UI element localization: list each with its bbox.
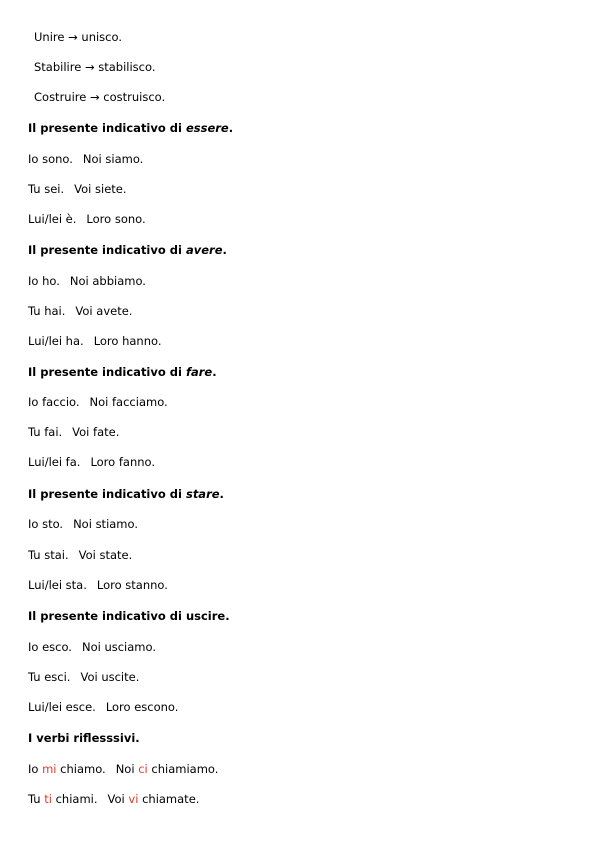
conjugation-row [28,152,143,166]
reflexive-pronoun: ti [44,792,52,806]
heading-text: Il presente indicativo di [28,121,186,135]
plural-form: Noi abbiamo. [69,274,146,288]
conjugation-row [28,517,138,531]
verb: chiamiamo. [151,762,219,776]
heading-text: Il presente indicativo di [28,487,186,501]
verb: chiami. [55,792,98,806]
infinitive: Stabilire [34,60,82,74]
singular-form: Io faccio. [28,395,80,409]
singular-form: Tu sei. [28,182,65,196]
plural-form: Loro stanno. [96,578,168,592]
singular-form: Io sto. [28,517,64,531]
heading-verb: stare [185,487,220,501]
plural-form: Loro hanno. [93,334,162,348]
conjugation-row [28,334,162,348]
singular-form: Tu esci. [28,670,71,684]
plural-form: Voi siete. [74,182,127,196]
reflexive-row [28,792,199,806]
heading-punctuation: . [222,243,227,257]
conjugation-row [28,182,127,196]
section-heading-reflexive: I verbi riflesssivi. [28,731,140,745]
plural-form: Loro escono. [105,700,179,714]
heading-punctuation: . [219,487,224,501]
conjugation-row [28,455,155,469]
heading-verb: essere [185,121,229,135]
section-heading-fare [28,365,217,379]
plural-form: Loro sono. [86,212,146,226]
conjugation-row [28,274,146,288]
heading-text: Il presente indicativo di [28,243,186,257]
plural-form: Loro fanno. [90,455,156,469]
singular-form: Io sono. [28,152,73,166]
section-heading-avere [28,243,227,257]
subject: Tu [28,792,41,806]
heading-verb: fare [185,365,213,379]
singular-form: Lui/lei fa. [28,455,81,469]
reflexive-pronoun: mi [42,762,57,776]
conjugation-row [28,700,178,714]
verb: chiamate. [142,792,200,806]
subject: Io [28,762,39,776]
heading-verb: avere [185,243,223,257]
infinitive: Costruire [34,90,87,104]
derivation-line [34,30,122,44]
reflexive-pronoun: vi [128,792,139,806]
arrow-icon: → [84,60,95,74]
singular-form: Lui/lei è. [28,212,77,226]
conjugation-row [28,212,146,226]
conjugated-form: stabilisco. [98,60,156,74]
heading-punctuation: . [212,365,217,379]
section-heading-essere [28,121,233,135]
derivation-line [34,90,165,104]
reflexive-row [28,762,218,776]
conjugation-row [28,548,132,562]
derivation-line [34,60,156,74]
section-heading-stare [28,487,224,501]
arrow-icon: → [90,90,100,104]
reflexive-pronoun: ci [138,762,148,776]
section-heading-uscire: Il presente indicativo di uscire. [28,609,230,623]
singular-form: Lui/lei ha. [28,334,84,348]
plural-form: Voi state. [78,548,133,562]
subject: Noi [115,762,135,776]
conjugation-row [28,640,156,654]
conjugation-row [28,578,168,592]
plural-form: Voi uscite. [80,670,140,684]
singular-form: Tu hai. [28,304,66,318]
verb: chiamo. [60,762,106,776]
arrow-icon: → [68,30,78,44]
plural-form: Noi usciamo. [81,640,156,654]
conjugated-form: unisco. [81,30,122,44]
singular-form: Io esco. [28,640,72,654]
subject: Voi [107,792,125,806]
conjugated-form: costruisco. [103,90,166,104]
conjugation-row [28,395,168,409]
infinitive: Unire [34,30,65,44]
singular-form: Lui/lei sta. [28,578,87,592]
conjugation-row [28,670,139,684]
singular-form: Tu stai. [28,548,69,562]
heading-punctuation: . [228,121,234,135]
plural-form: Noi facciamo. [89,395,168,409]
conjugation-row [28,304,132,318]
conjugation-row [28,425,119,439]
heading-text: Il presente indicativo di [28,365,186,379]
singular-form: Tu fai. [28,425,63,439]
plural-form: Voi fate. [72,425,120,439]
plural-form: Noi stiamo. [73,517,139,531]
singular-form: Io ho. [28,274,60,288]
plural-form: Voi avete. [75,304,133,318]
singular-form: Lui/lei esce. [28,700,96,714]
plural-form: Noi siamo. [82,152,144,166]
